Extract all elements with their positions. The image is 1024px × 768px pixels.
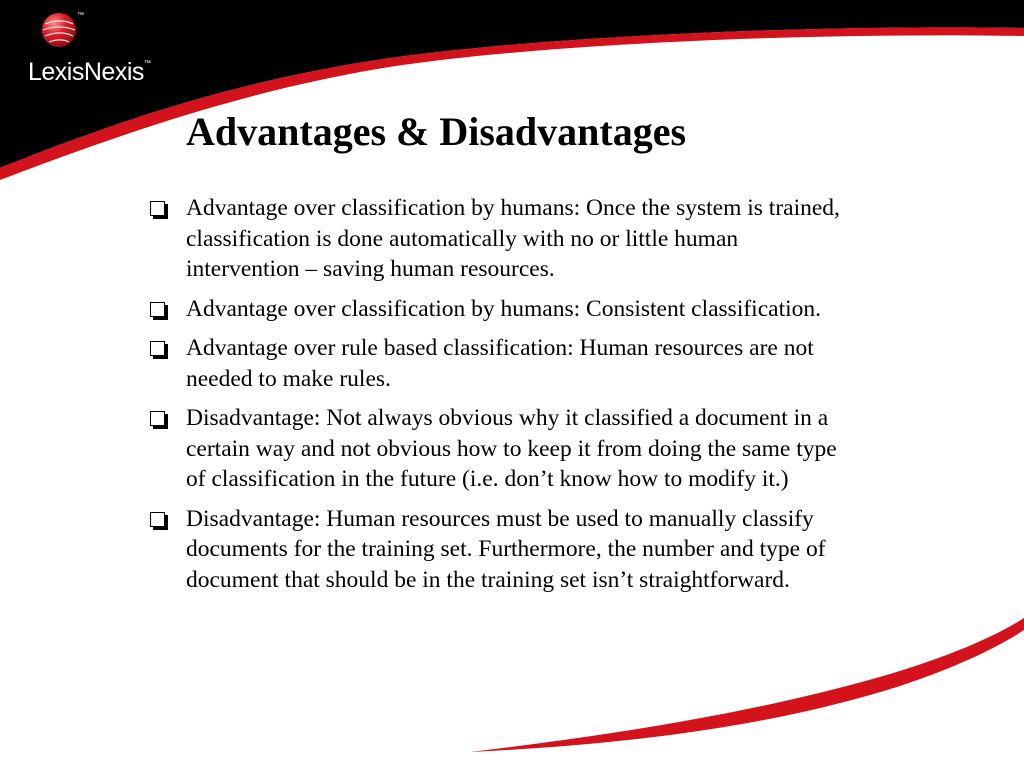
bullet-text: Disadvantage: Not always obvious why it classified a document in a certain way and not obvious how to keep it from doing the same type of classification in the future (i.e. don’t know how to modify it.) <box>186 405 837 492</box>
bullet-item <box>150 193 850 285</box>
bullet-text: Advantage over classification by humans: Once the system is trained, classification is done automatically with no or little human intervention – saving human resources. <box>186 195 840 282</box>
logo-trademark-top: ™ <box>77 12 84 19</box>
logo-name: LexisNexis <box>28 58 144 86</box>
bullet-text: Disadvantage: Human resources must be used to manually classify documents for the training set. Furthermore, the number and type of document that should be in the training set isn’t straightforward. <box>186 505 826 593</box>
checkbox-bullet-icon <box>150 201 165 216</box>
logo-text <box>28 58 150 87</box>
bullet-list <box>150 193 850 604</box>
logo-trademark: ™ <box>143 60 151 67</box>
bullet-text: Advantage over classification by humans: Consistent classification. <box>186 295 822 322</box>
checkbox-bullet-icon <box>150 302 165 317</box>
slide-title: Advantages & Disadvantages <box>186 109 687 154</box>
checkbox-bullet-icon <box>150 411 165 426</box>
bullet-text: Advantage over rule based classification: Human resources are not needed to make rules. <box>186 335 814 392</box>
bullet-item <box>150 294 850 325</box>
bullet-item <box>150 333 850 394</box>
globe-icon <box>41 12 77 48</box>
lexisnexis-logo <box>28 12 178 92</box>
checkbox-bullet-icon <box>150 341 165 356</box>
checkbox-bullet-icon <box>150 512 165 527</box>
bullet-item <box>150 403 850 495</box>
bullet-item <box>150 504 850 596</box>
